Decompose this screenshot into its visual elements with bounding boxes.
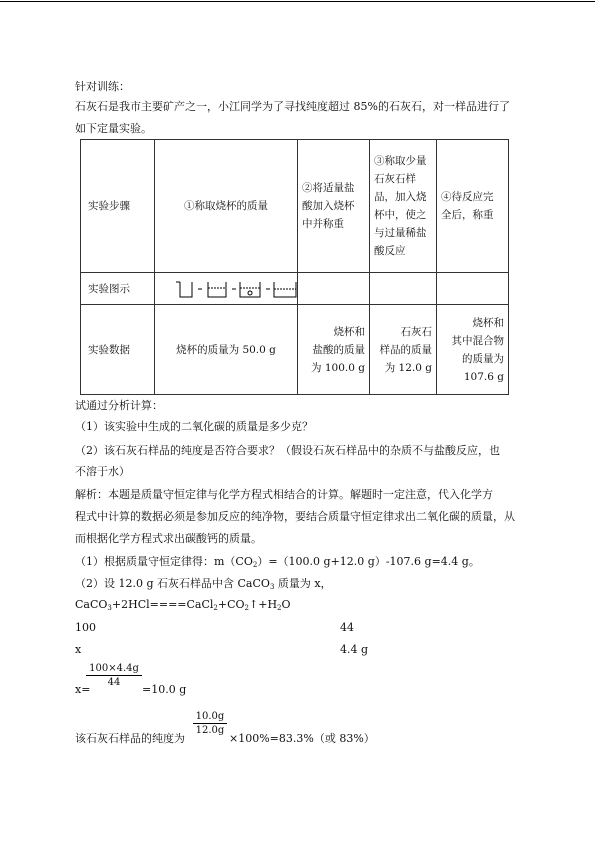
experiment-diagram-icon — [174, 279, 314, 301]
data-3: 石灰石 样品的质量 为 12.0 g — [370, 305, 437, 395]
step-1: ①称取烧杯的质量 — [155, 140, 298, 273]
empty-beaker-icon — [180, 282, 192, 297]
intro-heading: 针对训练： — [75, 80, 130, 93]
table-row-data — [81, 305, 509, 395]
analysis-line-1: 解析：本题是质量守恒定律与化学方程式相结合的计算。解题时一定注意，代入化学方 — [75, 488, 493, 501]
step-3: ③称取少量 石灰石样 品，加入烧 杯中，使之 与过量稀盐 酸反应 — [370, 140, 437, 273]
purity-text: 该石灰石样品的纯度为 — [75, 732, 185, 745]
step-4: ④待反应完 全后，称重 — [437, 140, 509, 273]
problem-line-1: 石灰石是我市主要矿产之一，小江同学为了寻找纯度超过 85%的石灰石，对一样品进行了 — [75, 100, 510, 113]
ratio-right-top: 44 — [340, 621, 354, 634]
problem-line-2: 如下定量实验。 — [75, 122, 152, 135]
data-label: 实验数据 — [81, 305, 155, 395]
x-label: x= — [75, 683, 91, 696]
data-2: 烧杯和 盐酸的质量 为 100.0 g — [298, 305, 370, 395]
ratio-right-bottom: 4.4 g — [340, 643, 369, 656]
purity-result: ×100%=83.3%（或 83%） — [229, 732, 375, 745]
acid-beaker-icon — [208, 282, 226, 297]
solution-2: （2）设 12.0 g 石灰石样品中含 CaCO$_3$ 质量为 x， — [75, 577, 332, 591]
table-row-steps — [81, 140, 509, 273]
question-2-line-2: 不溶于水） — [75, 465, 130, 478]
ratio-left-bottom: x — [75, 643, 82, 656]
step-2: ②将适量盐 酸加入烧杯 中并称重 — [298, 140, 370, 273]
steps-label: 实验步骤 — [81, 140, 155, 273]
images-label: 实验图示 — [81, 273, 155, 305]
question-1: （1）该实验中生成的二氧化碳的质量是多少克？ — [75, 420, 313, 433]
data-4: 烧杯和 其中混合物 的质量为 107.6 g — [437, 305, 509, 395]
x-result: =10.0 g — [142, 683, 187, 696]
question-2-line-1: （2）该石灰石样品的纯度是否符合要求？（假设石灰石样品中的杂质不与盐酸反应，也 — [75, 444, 500, 457]
solution-1: （1）根据质量守恒定律得：$m(CO_2)=(100.0$ g+12.0 g）-107.6 g=4.4 g。 — [75, 555, 480, 569]
purity-fraction: 10.0g 12.0g — [193, 710, 227, 737]
x-fraction: 100×4.4g 44 — [86, 662, 142, 689]
analysis-line-3: 而根据化学方程式求出碳酸钙的质量。 — [75, 532, 262, 545]
data-1: 烧杯的质量为 50.0 g — [155, 305, 298, 395]
chemical-equation: $CaCO_3+2HCl====CaCl_2+CO_2↑+H_2O$ — [75, 598, 291, 612]
experiment-table — [80, 139, 509, 395]
ratio-left-top: 100 — [75, 621, 96, 634]
question-intro: 试通过分析计算： — [75, 399, 163, 412]
header-rule — [0, 1, 595, 2]
analysis-line-2: 程式中计算的数据必须是参加反应的纯净物，要结合质量守恒定律求出二氧化碳的质量，从 — [75, 510, 515, 523]
